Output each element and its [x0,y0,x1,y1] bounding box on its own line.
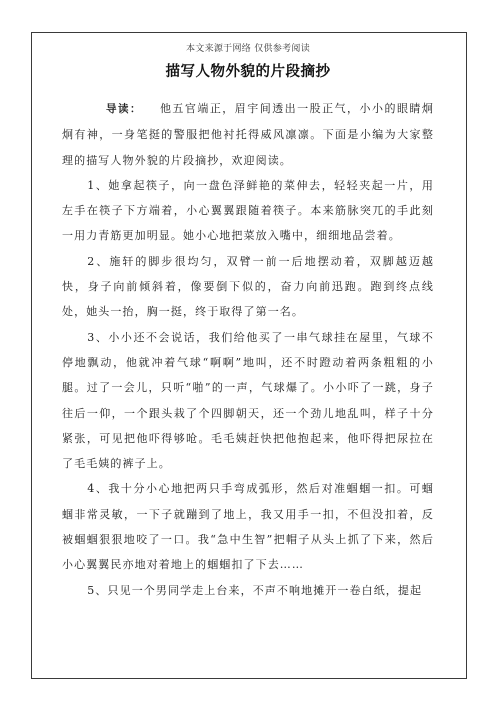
paragraph-2: 2、施轩的脚步很均匀，双臂一前一后地摆动着，双脚越迈越快，身子向前倾斜着，像要倒下似的，奋力向前迅跑。跑到终点线处，她头一抬，胸一挺，终于取得了第一名。 [62,254,434,319]
intro-paragraph [62,96,434,173]
document-title: 描写人物外貌的片段摘抄 [165,64,331,80]
paragraph-3: 3、小小还不会说话，我们给他买了一串气球挂在屋里，气球不停地飘动，他就冲着气球“啊啊”地叫，还不时蹬动着两条粗粗的小腿。过了一会儿，只听“啪”的一声，气球爆了。小小吓了一跳，身子往后一仰，一个跟头栽了个四脚朝天，还一个劲儿地乱叫，样子十分紧张，可见把他吓得够呛。毛毛姨赶快把他抱起来，他吓得把尿拉在了毛毛姨的裤子上。 [62,330,434,471]
paragraph-1: 1、她拿起筷子，向一盘色泽鲜艳的菜伸去，轻轻夹起一片，用左手在筷子下方端着，小心翼翼跟随着筷子。本来筋脉突兀的手此刻一用力青筋更加明显。她小心地把菜放入嘴中，细细地品尝着。 [62,178,434,243]
article-text [62,96,434,603]
document-body [62,43,434,603]
paragraph-4: 4、我十分小心地把两只手弯成弧形，然后对准蝈蝈一扣。可蝈蝈非常灵敏，一下子就蹦到了地上，我又用手一扣，不但没扣着，反被蝈蝈狠狠地咬了一口。我“急中生智”把帽子从头上抓了下来，然后小心翼翼民亦地对着地上的蝈蝈扣了下去…… [62,482,434,572]
intro-label: 导读： [106,103,142,115]
intro-text: 他五官端正，眉宇间透出一股正气，小小的眼睛炯炯有神，一身笔挺的警服把他衬托得威风凛凛。下面是小编为大家整理的描写人物外貌的片段摘抄，欢迎阅读。 [62,102,434,167]
paragraph-5: 5、只见一个男同学走上台来，不声不响地摊开一卷白纸，提起 [87,583,423,597]
source-note: 本文来源于网络 仅供参考阅读 [185,44,311,54]
